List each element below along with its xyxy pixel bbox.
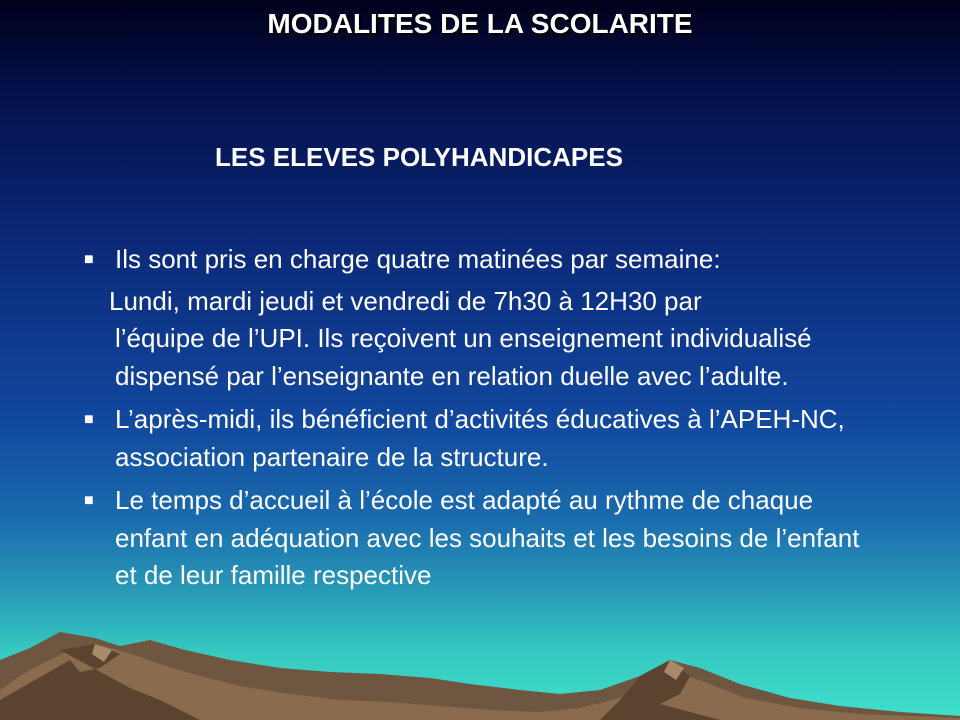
square-bullet-icon: ■ xyxy=(84,251,94,268)
slide-title: MODALITES DE LA SCOLARITE xyxy=(267,8,693,39)
continuation-text: l’équipe de l’UPI. Ils reçoivent un enseignement individualisé dispensé par l’enseignante en relation duelle avec l’adulte. xyxy=(115,323,812,391)
bullet-item xyxy=(84,401,884,476)
square-bullet-icon: ■ xyxy=(84,411,94,428)
slide-subtitle: LES ELEVES POLYHANDICAPES xyxy=(215,142,623,172)
continuation-first-line: Lundi, mardi jeudi et vendredi de 7h30 à 12H30 par xyxy=(109,285,702,316)
bullet-list xyxy=(84,241,884,601)
bullet-item xyxy=(84,482,884,595)
square-bullet-icon: ■ xyxy=(84,492,94,509)
bullet-text: Le temps d’accueil à l’école est adapté au rythme de chaque enfant en adéquation avec les souhaits et les besoins de l’enfant et de leur famille respective xyxy=(115,485,860,590)
bullet-continuation xyxy=(84,283,884,396)
bullet-text: L’après-midi, ils bénéficient d’activités éducatives à l’APEH-NC, association partenaire de la structure. xyxy=(115,404,845,472)
bullet-text: Ils sont pris en charge quatre matinées par semaine: xyxy=(115,244,721,274)
bullet-item xyxy=(84,241,884,279)
